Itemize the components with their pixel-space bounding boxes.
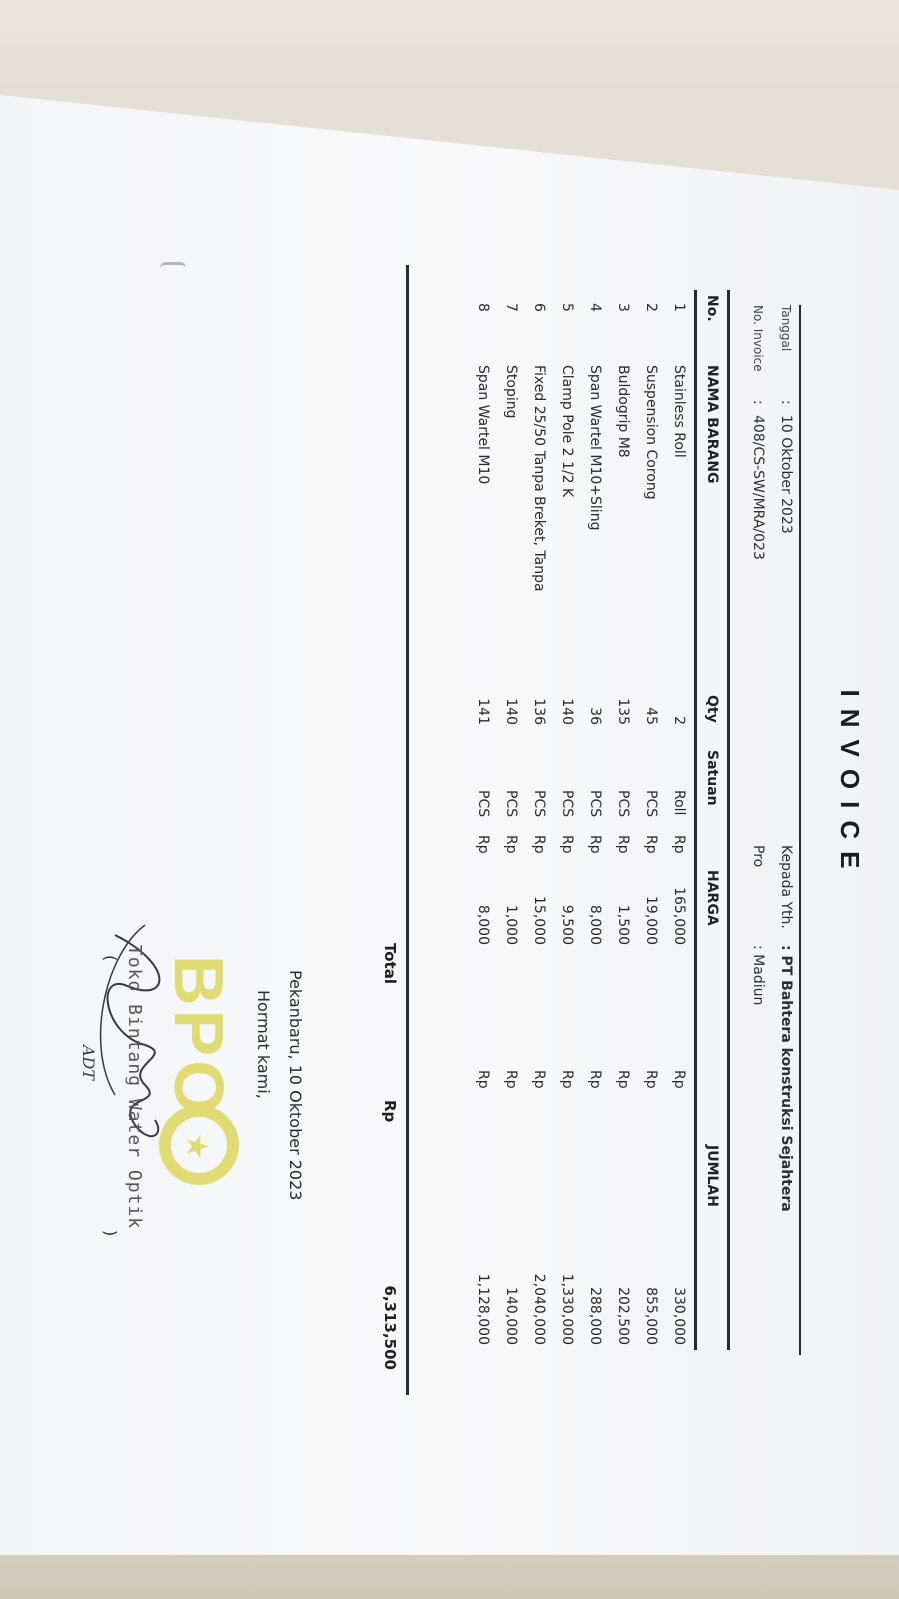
- row-amount-currency: Rp: [475, 1070, 491, 1089]
- row-price: 15,000: [531, 896, 547, 945]
- row-currency: Rp: [615, 835, 631, 854]
- row-amount: 1,330,000: [559, 1273, 575, 1345]
- row-qty: 141: [475, 698, 491, 725]
- col-header-price: HARGA: [704, 870, 720, 926]
- row-no: 3: [615, 303, 631, 312]
- row-unit: PCS: [503, 790, 519, 818]
- date-label: Tanggal: [779, 305, 793, 352]
- recipient-attn-value: : Madiun: [750, 945, 766, 1006]
- col-header-name: NAMA BARANG: [704, 365, 720, 484]
- col-header-qty: Qty: [704, 695, 720, 723]
- row-amount-currency: Rp: [503, 1070, 519, 1089]
- row-unit: Roll: [671, 790, 687, 816]
- row-currency: Rp: [531, 835, 547, 854]
- row-unit: PCS: [531, 790, 547, 818]
- date-separator: :: [778, 400, 794, 405]
- row-currency: Rp: [671, 835, 687, 854]
- total-currency: Rp: [381, 1100, 399, 1123]
- row-name: Stainless Roll: [671, 365, 687, 458]
- stamp-logo-text: BPO: [160, 955, 238, 1119]
- row-amount: 2,040,000: [531, 1273, 547, 1345]
- row-name: Stoping: [503, 365, 519, 419]
- total-value: 6,313,500: [381, 1285, 399, 1370]
- recipient-attn-label: Pro: [750, 845, 766, 868]
- row-qty: 140: [503, 698, 519, 725]
- row-amount: 140,000: [503, 1287, 519, 1345]
- row-name: Buldogrip M8: [615, 365, 631, 458]
- invoice-document: [65, 255, 865, 1435]
- row-amount-currency: Rp: [615, 1070, 631, 1089]
- store-name: Toko Bintang Water Optik: [124, 945, 145, 1230]
- row-name: Span Wartel M10+Sling: [587, 365, 603, 531]
- invoice-number-label: No. Invoice: [751, 305, 765, 372]
- row-qty: 45: [643, 707, 659, 725]
- row-no: 7: [503, 303, 519, 312]
- row-currency: Rp: [559, 835, 575, 854]
- row-price: 165,000: [671, 887, 687, 945]
- row-amount-currency: Rp: [559, 1070, 575, 1089]
- row-currency: Rp: [503, 835, 519, 854]
- row-no: 1: [671, 303, 687, 312]
- row-unit: PCS: [615, 790, 631, 818]
- row-no: 6: [531, 303, 547, 312]
- stamp-star-icon: ★: [179, 1133, 214, 1160]
- row-no: 8: [475, 303, 491, 312]
- row-amount-currency: Rp: [531, 1070, 547, 1089]
- row-no: 4: [587, 303, 603, 312]
- closing-regards: Hormat kami,: [254, 990, 273, 1099]
- signature-open-paren: (: [101, 955, 120, 962]
- row-unit: PCS: [559, 790, 575, 818]
- row-amount: 288,000: [587, 1287, 603, 1345]
- row-no: 5: [559, 303, 575, 312]
- col-header-no: No.: [704, 295, 720, 322]
- row-currency: Rp: [587, 835, 603, 854]
- row-name: Fixed 25/50 Tanpa Breket, Tanpa: [531, 365, 547, 592]
- invoice-title: INVOICE: [835, 689, 865, 881]
- closing-place-date: Pekanbaru, 10 Oktober 2023: [286, 970, 305, 1201]
- row-price: 1,000: [503, 904, 519, 945]
- row-price: 9,500: [559, 904, 575, 945]
- row-price: 8,000: [587, 904, 603, 945]
- invoice-number-value: 408/CS-SW/MRA/023: [750, 415, 766, 560]
- row-amount: 202,500: [615, 1287, 631, 1345]
- table-top-rule: [727, 290, 730, 1350]
- row-qty: 36: [587, 707, 603, 725]
- row-unit: PCS: [475, 790, 491, 818]
- row-currency: Rp: [643, 835, 659, 854]
- header-rule: [799, 305, 801, 1355]
- row-amount: 1,128,000: [475, 1273, 491, 1345]
- total-label: Total: [381, 943, 399, 984]
- row-unit: PCS: [587, 790, 603, 818]
- row-name: Clamp Pole 2 1/2 K: [559, 365, 575, 498]
- row-currency: Rp: [475, 835, 491, 854]
- store-stamp-signature: [75, 895, 265, 1235]
- table-bottom-rule: [406, 265, 409, 1395]
- date-value: 10 Oktober 2023: [778, 415, 794, 534]
- row-price: 19,000: [643, 896, 659, 945]
- col-header-amount: JUMLAH: [704, 1145, 720, 1207]
- row-amount: 855,000: [643, 1287, 659, 1345]
- row-price: 1,500: [615, 904, 631, 945]
- recipient-label: Kepada Yth.: [778, 845, 794, 929]
- col-header-unit: Satuan: [704, 750, 720, 806]
- row-amount-currency: Rp: [643, 1070, 659, 1089]
- row-amount-currency: Rp: [587, 1070, 603, 1089]
- row-qty: 2: [671, 716, 687, 725]
- row-qty: 136: [531, 698, 547, 725]
- recipient-company: : PT Bahtera konstruksi Sejahtera: [778, 945, 794, 1212]
- row-price: 8,000: [475, 904, 491, 945]
- row-unit: PCS: [643, 790, 659, 818]
- table-header-rule: [694, 290, 697, 1350]
- row-amount-currency: Rp: [671, 1070, 687, 1089]
- row-amount: 330,000: [671, 1287, 687, 1345]
- signature-close-paren: ): [101, 1230, 120, 1237]
- row-qty: 140: [559, 698, 575, 725]
- invoice-number-separator: :: [750, 400, 766, 405]
- row-name: Span Wartel M10: [475, 365, 491, 485]
- row-name: Suspension Corong: [643, 365, 659, 500]
- signature-initials: ADT: [79, 1045, 98, 1081]
- row-qty: 135: [615, 698, 631, 725]
- row-no: 2: [643, 303, 659, 312]
